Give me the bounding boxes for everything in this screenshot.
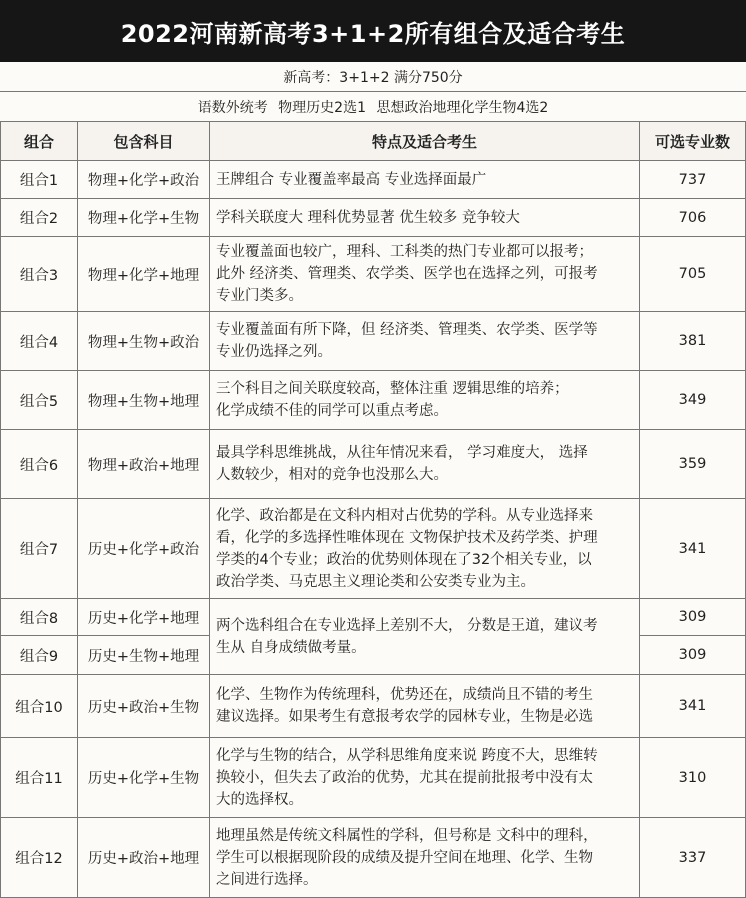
exam-format-line: 新高考：3+1+2 满分750分 [0,62,746,92]
row-group: 组合5 [0,371,78,430]
row-group: 组合2 [0,199,78,237]
row-features: 地理虽然是传统文科属性的学科，但号称是 文科中的理科， 学生可以根据现阶段的成绩及提升空间在地理、化学、生物 之间进行选择。 [210,818,640,898]
subject-selection-line: 语数外统考 物理历史2选1 思想政治地理化学生物4选2 [0,92,746,122]
row-subjects: 历史+化学+地理 [78,599,210,636]
row-group: 组合4 [0,312,78,371]
row-subjects: 历史+生物+地理 [78,636,210,675]
row-subjects: 历史+化学+政治 [78,499,210,599]
row-majors-count: 341 [640,675,746,738]
row-subjects: 历史+政治+地理 [78,818,210,898]
header-group: 组合 [0,122,78,161]
row-subjects: 物理+政治+地理 [78,430,210,499]
row-subjects: 物理+化学+生物 [78,199,210,237]
row-majors-count: 349 [640,371,746,430]
row-features-merged: 两个选科组合在专业选择上差别不大， 分数是王道，建议考 生从 自身成绩做考量。 [210,599,640,675]
row-subjects: 物理+生物+政治 [78,312,210,371]
row-group: 组合7 [0,499,78,599]
page-title: 2022河南新高考3+1+2所有组合及适合考生 [0,0,746,62]
row-subjects: 历史+政治+生物 [78,675,210,738]
row-features: 专业覆盖面也较广，理科、工科类的热门专业都可以报考； 此外 经济类、管理类、农学类、医学也在选择之列，可报考 专业门类多。 [210,237,640,312]
row-subjects: 历史+化学+生物 [78,738,210,818]
header-subjects: 包含科目 [78,122,210,161]
row-features: 专业覆盖面有所下降，但 经济类、管理类、农学类、医学等 专业仍选择之列。 [210,312,640,371]
row-majors-count: 309 [640,636,746,675]
row-subjects: 物理+化学+地理 [78,237,210,312]
row-majors-count: 706 [640,199,746,237]
row-group: 组合3 [0,237,78,312]
row-majors-count: 309 [640,599,746,636]
row-features: 三个科目之间关联度较高，整体注重 逻辑思维的培养； 化学成绩不佳的同学可以重点考虑。 [210,371,640,430]
row-group: 组合10 [0,675,78,738]
row-features: 化学与生物的结合，从学科思维角度来说 跨度不大，思维转 换较小，但失去了政治的优势，尤其在提前批报考中没有太 大的选择权。 [210,738,640,818]
row-subjects: 物理+生物+地理 [78,371,210,430]
row-group: 组合9 [0,636,78,675]
row-majors-count: 705 [640,237,746,312]
row-features: 学科关联度大 理科优势显著 优生较多 竞争较大 [210,199,640,237]
row-majors-count: 310 [640,738,746,818]
row-features: 王牌组合 专业覆盖率最高 专业选择面最广 [210,161,640,199]
row-group: 组合6 [0,430,78,499]
row-group: 组合8 [0,599,78,636]
row-subjects: 物理+化学+政治 [78,161,210,199]
header-majors: 可选专业数 [640,122,746,161]
row-features: 化学、政治都是在文科内相对占优势的学科。从专业选择来 看，化学的多选择性唯体现在 文物保护技术及药学类、护理 学类的4个专业；政治的优势则体现在了32个相关专业，以 政治学类、马克思主义理论类和公安类专业为主。 [210,499,640,599]
row-majors-count: 737 [640,161,746,199]
row-features: 化学、生物作为传统理科，优势还在，成绩尚且不错的考生 建议选择。如果考生有意报考农学的园林专业，生物是必选 [210,675,640,738]
row-group: 组合12 [0,818,78,898]
row-majors-count: 359 [640,430,746,499]
row-majors-count: 341 [640,499,746,599]
row-group: 组合11 [0,738,78,818]
header-features: 特点及适合考生 [210,122,640,161]
row-features: 最具学科思维挑战，从往年情况来看， 学习难度大， 选择 人数较少，相对的竞争也没那么大。 [210,430,640,499]
row-majors-count: 381 [640,312,746,371]
row-group: 组合1 [0,161,78,199]
row-majors-count: 337 [640,818,746,898]
